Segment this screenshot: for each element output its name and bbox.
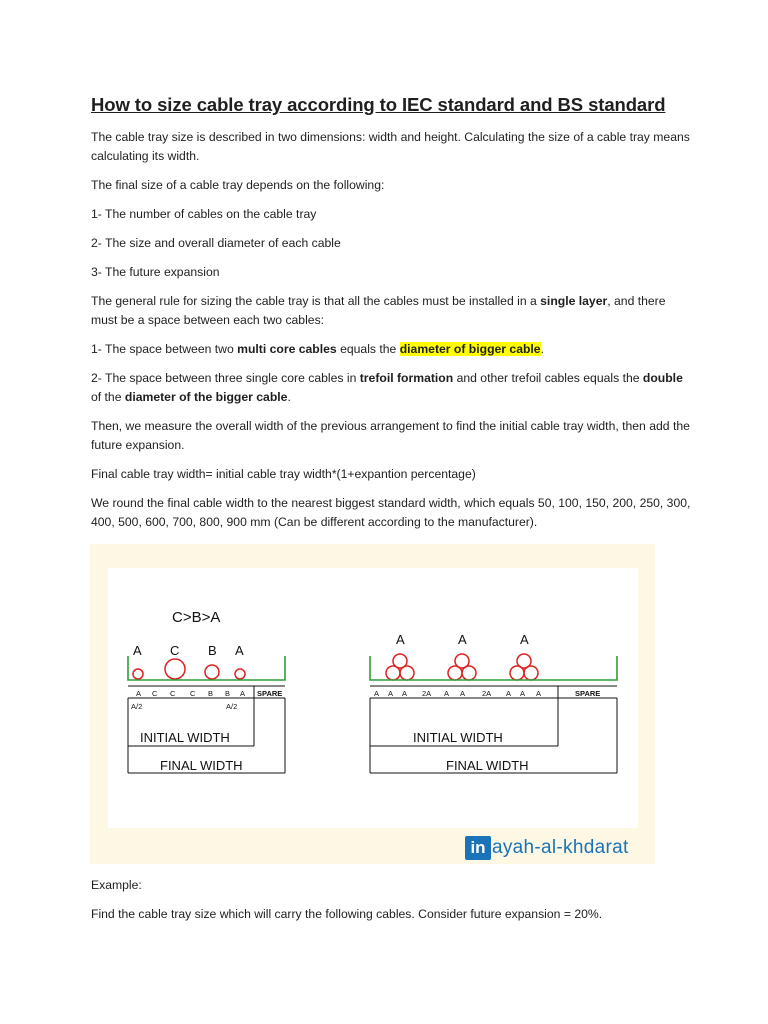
spacing-label: A bbox=[402, 689, 408, 698]
spacing-label: A bbox=[374, 689, 380, 698]
half-label: A/2 bbox=[131, 702, 143, 711]
spacing-label: A bbox=[136, 689, 142, 698]
text-run: of the bbox=[91, 390, 125, 404]
spacing-label: C bbox=[170, 689, 176, 698]
spacing-label: B bbox=[225, 689, 231, 698]
cable-circle bbox=[133, 669, 143, 679]
cable-label: C bbox=[170, 643, 180, 658]
spacing-label: A bbox=[240, 689, 246, 698]
half-label: A/2 bbox=[226, 702, 238, 711]
paragraph-measure: Then, we measure the overall width of the previous arrangement to find the initial cable tray width, then add the future expansion. bbox=[91, 419, 690, 452]
spacing-label: A bbox=[460, 689, 466, 698]
paragraph-intro: The cable tray size is described in two dimensions: width and height. Calculating the size of a cable tray means calculating its width. bbox=[91, 130, 690, 163]
paragraph-general-rule bbox=[91, 292, 691, 330]
spacing-label: A bbox=[520, 689, 526, 698]
text-run: 1- The space between two bbox=[91, 342, 238, 356]
list-item-diameter: 2- The size and overall diameter of each cable bbox=[91, 236, 341, 250]
document-body-continued bbox=[91, 876, 691, 924]
text-run: . bbox=[287, 390, 291, 404]
paragraph-depends: The final size of a cable tray depends on the following: bbox=[91, 178, 385, 192]
cable-label: A bbox=[458, 632, 467, 647]
cable-label: A bbox=[396, 632, 405, 647]
bold-run: trefoil formation bbox=[359, 371, 454, 385]
spare-label: SPARE bbox=[575, 689, 601, 698]
spacing-label: A bbox=[506, 689, 512, 698]
paragraph-round: We round the final cable width to the nearest biggest standard width, which equals 50, 100, 150, 200, 250, 300, 400, 500, 600, 700, 800, 900 mm (Can be different according to the manufacturer). bbox=[91, 496, 691, 529]
formula: Final cable tray width= initial cable tray width*(1+expantion percentage) bbox=[91, 467, 476, 481]
bold-run: multi core cables bbox=[237, 342, 337, 356]
cable-circle bbox=[448, 666, 462, 680]
cable-label: A bbox=[133, 643, 142, 658]
text-run: and other trefoil cables equals the bbox=[453, 371, 643, 385]
final-width-label: FINAL WIDTH bbox=[446, 758, 529, 773]
cable-label: A bbox=[235, 643, 244, 658]
example-question: Find the cable tray size which will carry the following cables. Consider future expansion = 20%. bbox=[91, 907, 603, 921]
spacing-label: 2A bbox=[422, 689, 432, 698]
rule-multicore bbox=[91, 340, 691, 359]
cable-circle bbox=[165, 659, 185, 679]
spacing-label: B bbox=[208, 689, 214, 698]
linkedin-icon: in bbox=[465, 836, 491, 860]
spacing-label: 2A bbox=[482, 689, 492, 698]
cable-circle bbox=[205, 665, 219, 679]
condition-label: C>B>A bbox=[172, 609, 221, 626]
cable-label: B bbox=[208, 643, 217, 658]
list-item-cables: 1- The number of cables on the cable tray bbox=[91, 207, 317, 221]
cable-tray-diagram bbox=[108, 568, 638, 828]
text-run: equals the bbox=[336, 342, 400, 356]
document-body bbox=[91, 92, 691, 532]
initial-width-label: INITIAL WIDTH bbox=[140, 730, 230, 745]
bold-run: single layer bbox=[540, 294, 608, 308]
text-run: The general rule for sizing the cable tray is that all the cables must be installed in a bbox=[91, 294, 541, 308]
spacing-label: C bbox=[190, 689, 196, 698]
example-label: Example: bbox=[91, 878, 142, 892]
page-title: How to size cable tray according to IEC standard and BS standard bbox=[91, 94, 666, 115]
trefoil-group bbox=[386, 654, 538, 680]
diagram-figure bbox=[90, 544, 655, 864]
bold-run: diameter of the bigger cable bbox=[124, 390, 288, 404]
final-width-label: FINAL WIDTH bbox=[160, 758, 243, 773]
spacing-label: A bbox=[444, 689, 450, 698]
spacing-label: C bbox=[152, 689, 158, 698]
cable-circle bbox=[386, 666, 400, 680]
text-run: . bbox=[540, 342, 544, 356]
diagram-canvas bbox=[108, 568, 638, 828]
cable-label: A bbox=[520, 632, 529, 647]
brand-text: ayah-al-khdarat bbox=[492, 837, 629, 858]
text-run: 2- The space between three single core cables in bbox=[91, 371, 360, 385]
cable-circle bbox=[235, 669, 245, 679]
cable-circle bbox=[524, 666, 538, 680]
rule-trefoil bbox=[91, 369, 691, 407]
text-run: , and there must be a space between each two cables: bbox=[91, 294, 666, 327]
brand-watermark bbox=[465, 834, 629, 862]
bold-run: double bbox=[642, 371, 683, 385]
initial-width-label: INITIAL WIDTH bbox=[413, 730, 503, 745]
list-item-expansion: 3- The future expansion bbox=[91, 265, 220, 279]
cable-circle bbox=[400, 666, 414, 680]
cable-circle bbox=[462, 666, 476, 680]
spacing-label: A bbox=[536, 689, 542, 698]
spare-label: SPARE bbox=[257, 689, 283, 698]
highlighted-run: diameter of bigger cable bbox=[399, 342, 541, 356]
spacing-label: A bbox=[388, 689, 394, 698]
cable-circle bbox=[510, 666, 524, 680]
